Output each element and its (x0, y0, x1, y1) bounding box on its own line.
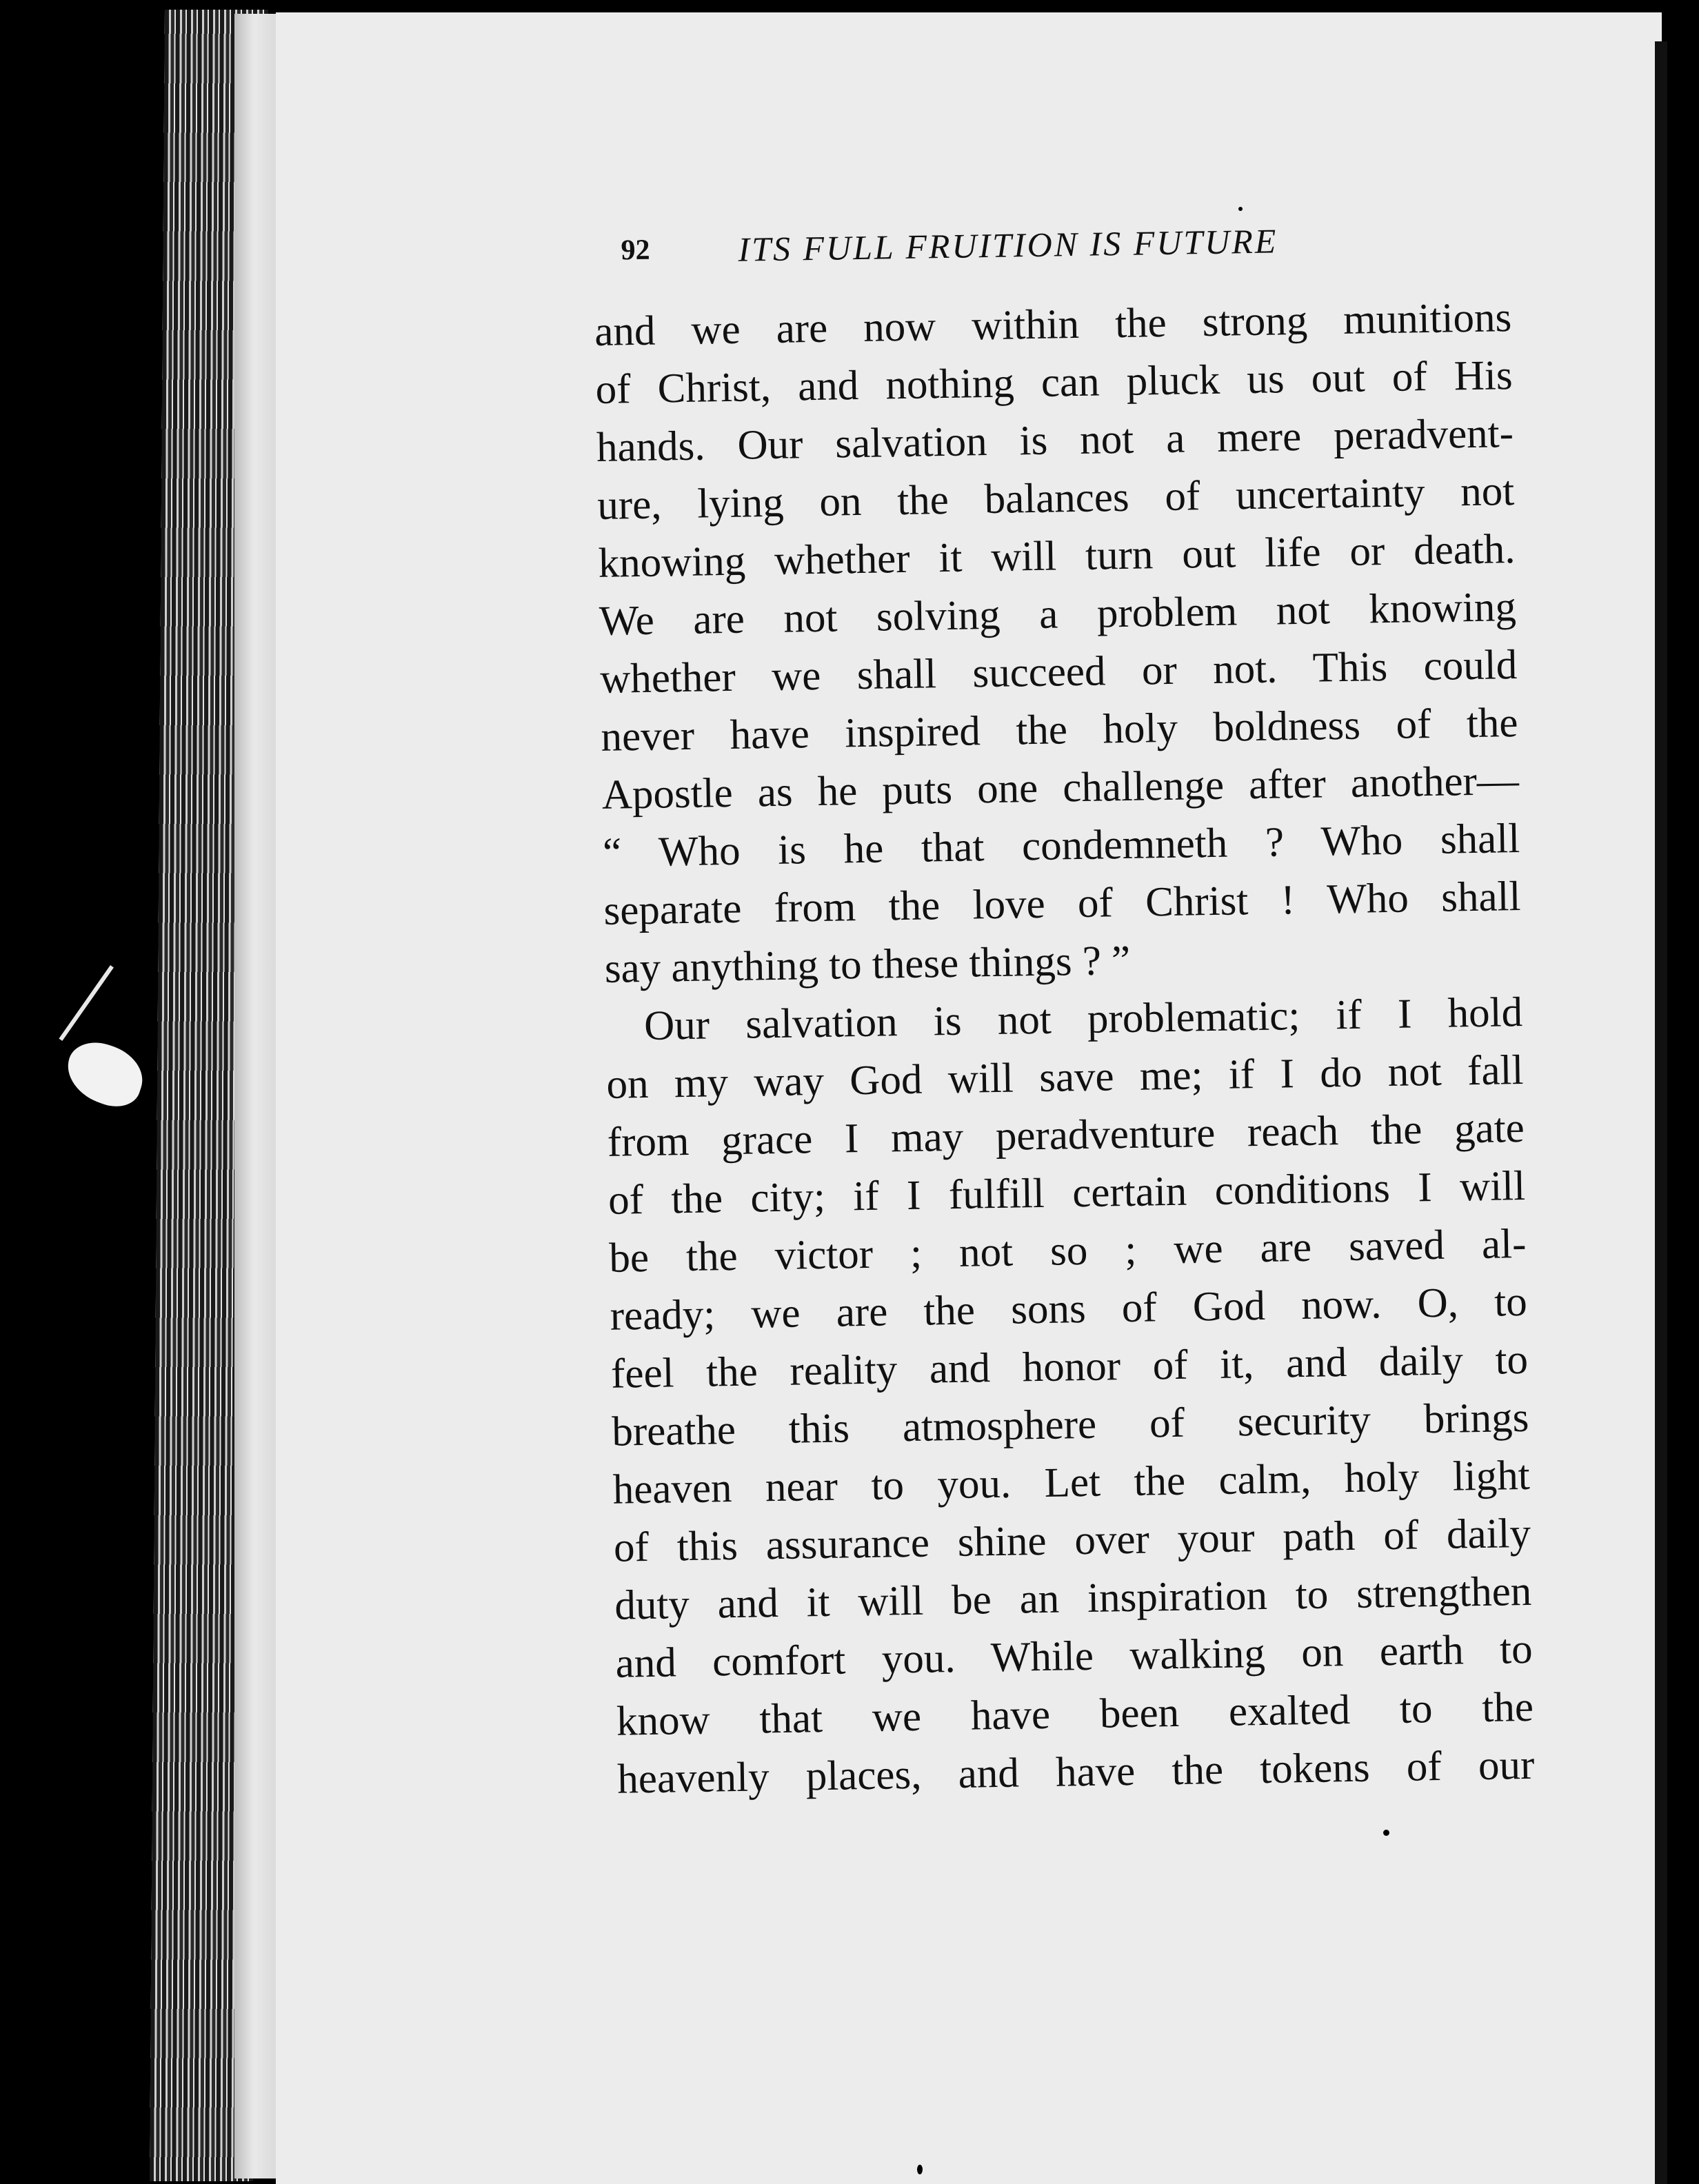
page-number: 92 (621, 234, 650, 267)
paper-thread (59, 965, 113, 1041)
right-page-edge (1655, 41, 1667, 2184)
text-line: never have inspired the holy boldness of the (601, 700, 1518, 760)
text-line: know that we have been exalted to the (616, 1684, 1534, 1745)
text-line: say anything to these things ? ” (604, 937, 1131, 992)
text-line: whether we shall succeed or not. This could (599, 642, 1518, 702)
dust-speck (1238, 207, 1243, 211)
text-line: ready; we are the sons of God now. O, to (610, 1278, 1528, 1339)
text-line: breathe this atmosphere of security brings (611, 1394, 1529, 1455)
text-line: heavenly places, and have the tokens of our (616, 1741, 1535, 1803)
text-line: of the city; if I fulfill certain conditions I will (607, 1162, 1526, 1224)
running-title: ITS FULL FRUITION IS FUTURE (738, 221, 1278, 269)
text-line: from grace I may peradventure reach the gate (607, 1104, 1525, 1166)
page-text (593, 213, 1535, 1809)
text-line: of this assurance shine over your path of daily (613, 1510, 1531, 1571)
text-line: Our salvation is not problematic; if I hold (643, 989, 1523, 1049)
dust-speck (917, 2165, 923, 2174)
text-line: of Christ, and nothing can pluck us out of His (595, 352, 1514, 413)
paragraph-1 (594, 289, 1522, 998)
text-line: duty and it will be an inspiration to strengthen (614, 1568, 1532, 1629)
text-line: heaven near to you. Let the calm, holy light (612, 1452, 1531, 1513)
text-line: feel the reality and honor of it, and daily to (610, 1336, 1529, 1397)
text-line: We are not solving a problem not knowing (599, 584, 1517, 645)
text-line: “ Who is he that condemneth ? Who shall (602, 816, 1520, 876)
text-line: separate from the love of Christ ! Who shall (603, 873, 1521, 934)
text-line: ure, lying on the balances of uncertainty not (596, 468, 1515, 529)
text-line: be the victor ; not so ; we are saved al- (608, 1220, 1527, 1282)
paper-scrap (59, 1035, 150, 1113)
text-line: and we are now within the strong munitions (594, 294, 1512, 355)
paragraph-2 (605, 984, 1535, 1809)
running-header (593, 213, 1511, 303)
text-line: knowing whether it will turn out life or death. (598, 526, 1516, 587)
text-line: hands. Our salvation is not a mere peradvent- (596, 410, 1514, 471)
text-line: Apostle as he puts one challenge after another— (601, 758, 1520, 818)
text-line: and comfort you. While walking on earth to (615, 1626, 1534, 1687)
dust-speck (1383, 1830, 1389, 1836)
text-line: on my way God will save me; if I do not fall (606, 1046, 1524, 1108)
